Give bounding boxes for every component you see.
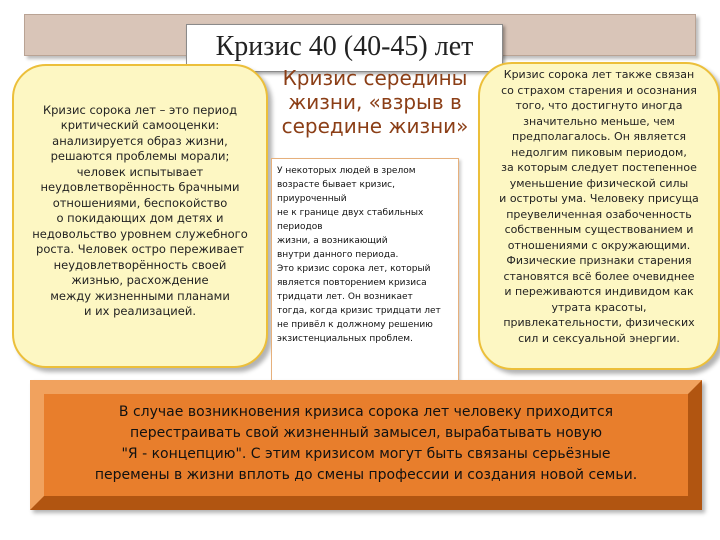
right-panel-text: Кризис сорока лет также связан со страхом старения и осознания того, что достигнуто иногда значительно меньше, чем предполагалось. Он является недолгим пиковым периодом, за которым следует постепенное уменьшение физической силы и остроты ума. Человеку присуща преувеличенная озабоченность собственным существованием и отношениями с окружающими. Физические признаки старения становятся всё более очевиднее и переживаются индивидом как утрата красоты, привлекательности, физических сил и сексуальной энергии.	[499, 68, 699, 345]
bottom-summary-panel	[30, 380, 702, 510]
left-info-panel	[12, 64, 268, 368]
middle-heading: Кризис середины жизни, «взрыв в середине жизни»	[281, 66, 469, 138]
left-panel-text: Кризис сорока лет – это период критический самооценки: анализируется образ жизни, решаются проблемы морали; человек испытывает неудовлетворённость брачными отношениями, беспокойство о покидающих дом детях и недовольство уровнем служебного роста. Человек остро переживает неудовлетворённость своей жизнью, расхождение между жизненными планами и их реализацией.	[32, 102, 248, 318]
slide-title: Кризис 40 (40-45) лет	[186, 24, 503, 72]
middle-info-box	[271, 158, 459, 382]
bottom-summary-text: В случае возникновения кризиса сорока лет человеку приходится перестраивать свой жизненный замысел, вырабатывать новую "Я - концепцию". С этим кризисом могут быть связаны серьёзные перемены в жизни вплоть до смены профессии и создания новой семьи.	[94, 404, 638, 483]
right-info-panel	[478, 62, 720, 370]
middle-box-text: У некоторых людей в зрелом возрасте бывает кризис, приуроченный не к границе двух стабильных периодов жизни, а возникающий внутри данного периода. Это кризис сорока лет, который является повторением кризиса тридцати лет. Он возникает тогда, когда кризис тридцати лет не привёл к должному решению экзистенциальных проблем.	[277, 166, 441, 344]
